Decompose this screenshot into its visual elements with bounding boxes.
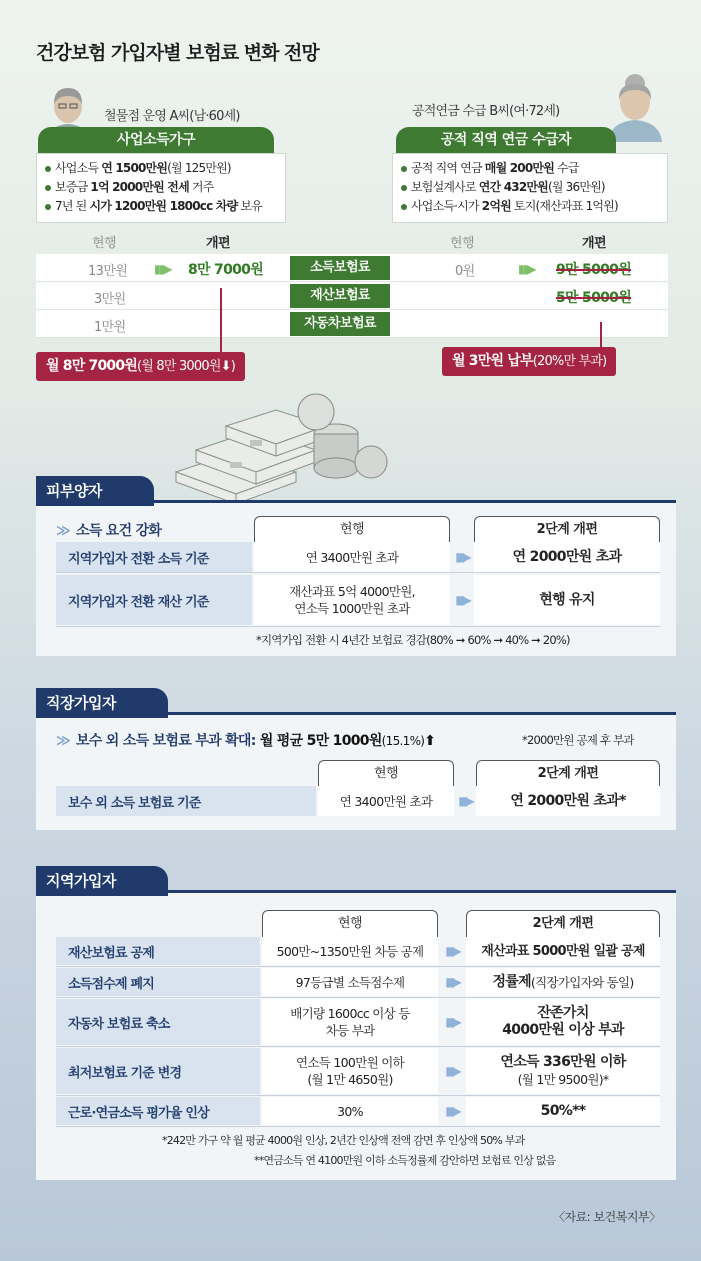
a-result-box: 월 8만 7000원(월 8만 3000원⬇) bbox=[36, 352, 245, 381]
dependents-note: *지역가입 전환 시 4년간 보험료 경감(80% ➞ 60% ➞ 40% ➞ 20%) bbox=[256, 633, 570, 647]
person-a-info bbox=[36, 153, 286, 223]
dependents-tab: 피부양자 bbox=[36, 476, 154, 506]
regional-row-5-label: 근로·연금소득 평가율 인상 bbox=[56, 1097, 260, 1125]
a-reform-1: 8만 7000원 bbox=[188, 262, 264, 278]
category-income: 소득보험료 bbox=[290, 256, 390, 280]
a-arrow-icon: ▮▮▶ bbox=[154, 262, 171, 276]
arrow-icon: ▮▮▶ bbox=[455, 550, 469, 564]
dependents-row-1-current: 연 3400만원 초과 bbox=[254, 542, 450, 572]
person-b-info bbox=[392, 153, 668, 223]
employee-tab: 직장가입자 bbox=[36, 688, 168, 718]
regional-row-3-current: 배기량 1600cc 이상 등 차등 부과 bbox=[262, 999, 438, 1045]
regional-row-5-current: 30% bbox=[262, 1097, 438, 1125]
person-a-label: 철물점 운영 A씨(남·60세) bbox=[104, 109, 240, 124]
bullet-icon bbox=[45, 204, 51, 210]
employee-row-1-label: 보수 외 소득 보험료 기준 bbox=[56, 786, 316, 816]
down-arrow-icon: ⬇ bbox=[220, 359, 231, 374]
a-col-current: 현행 bbox=[92, 236, 116, 251]
divider bbox=[56, 572, 660, 573]
dependents-row-2-label: 지역가입자 전환 재산 기준 bbox=[56, 575, 252, 625]
regional-row-2-reform: 정률제 (직장가입자와 동일) bbox=[466, 968, 660, 996]
bullet-icon bbox=[401, 204, 407, 210]
regional-row-1-label: 재산보험료 공제 bbox=[56, 937, 260, 965]
person-b-label: 공적연금 수급 B씨(여·72세) bbox=[412, 104, 560, 119]
page-title: 건강보험 가입자별 보험료 변화 전망 bbox=[36, 42, 319, 64]
b-col-current: 현행 bbox=[450, 236, 474, 251]
a-current-3: 1만원 bbox=[94, 320, 126, 335]
divider bbox=[56, 1095, 660, 1096]
arrow-icon: ▮▮▶ bbox=[445, 1104, 459, 1118]
b-reform-2: 5만 5000원 bbox=[556, 290, 632, 306]
arrow-icon: ▮▮▶ bbox=[458, 794, 472, 808]
dependents-col-reform: 2단계 개편 bbox=[474, 516, 660, 543]
regional-row-1-current: 500만~1350만원 차등 공제 bbox=[262, 937, 438, 965]
regional-row-4-label: 최저보험료 기준 변경 bbox=[56, 1048, 260, 1094]
bullet-icon bbox=[401, 166, 407, 172]
bullet-icon bbox=[45, 166, 51, 172]
employee-rule bbox=[36, 712, 676, 715]
regional-tab: 지역가입자 bbox=[36, 866, 168, 896]
employee-col-current: 현행 bbox=[318, 760, 454, 787]
regional-row-4-reform: 연소득 336만원 이하 (월 1만 9500원)* bbox=[466, 1048, 660, 1094]
money-stack-illustration bbox=[166, 382, 396, 502]
person-b-line-1: 공적 직역 연금 매월 200만원 수급 bbox=[401, 159, 659, 178]
divider bbox=[56, 1126, 660, 1127]
regional-row-3-label: 자동차 보험료 축소 bbox=[56, 999, 260, 1045]
arrow-icon: ▮▮▶ bbox=[445, 944, 459, 958]
employee-subnote: *2000만원 공제 후 부과 bbox=[522, 733, 634, 747]
employee-subhead: ≫ 보수 외 소득 보험료 부과 확대: 월 평균 5만 1000원(15.1%)⬆ bbox=[56, 733, 436, 749]
dependents-col-current: 현행 bbox=[254, 516, 450, 543]
arrow-icon: ▮▮▶ bbox=[445, 1015, 459, 1029]
a-current-1: 13만원 bbox=[88, 264, 128, 279]
arrow-icon: ▮▮▶ bbox=[455, 593, 469, 607]
person-b-line-2: 보험설계사로 연간 432만원(월 36만원) bbox=[401, 178, 659, 197]
regional-row-2-current: 97등급별 소득점수제 bbox=[262, 968, 438, 996]
a-current-2: 3만원 bbox=[94, 292, 126, 307]
person-a-line-2: 보증금 1억 2000만원 전세 거주 bbox=[45, 178, 277, 197]
b-result-box: 월 3만원 납부(20%만 부과) bbox=[442, 347, 616, 376]
person-b-line-3: 사업소득·시가 2억원 토지(재산과표 1억원) bbox=[401, 197, 659, 216]
regional-note-1: *242만 가구 약 월 평균 4000원 인상, 2년간 인상액 전액 감면 후 인상액 50% 부과 bbox=[162, 1134, 525, 1147]
regional-row-3-reform: 잔존가치 4000만원 이상 부과 bbox=[466, 999, 660, 1045]
regional-row-5-reform: 50%** bbox=[466, 1097, 660, 1125]
b-col-reform: 개편 bbox=[582, 236, 607, 251]
regional-rule bbox=[36, 890, 676, 893]
b-current-1: 0원 bbox=[455, 264, 475, 279]
chevron-icon: ≫ bbox=[56, 523, 70, 539]
category-car: 자동차보험료 bbox=[290, 312, 390, 336]
up-arrow-icon: ⬆ bbox=[424, 733, 436, 749]
dependents-row-1-reform: 연 2000만원 초과 bbox=[474, 542, 660, 572]
regional-col-current: 현행 bbox=[262, 910, 438, 937]
arrow-icon: ▮▮▶ bbox=[445, 1064, 459, 1078]
a-col-reform: 개편 bbox=[206, 236, 231, 251]
category-property: 재산보험료 bbox=[290, 284, 390, 308]
employee-row-1-reform: 연 2000만원 초과* bbox=[476, 786, 660, 816]
bullet-icon bbox=[45, 185, 51, 191]
regional-row-1-reform: 재산과표 5000만원 일괄 공제 bbox=[466, 937, 660, 965]
regional-note-2: **연금소득 연 4100만원 이하 소득정률제 감안하면 보험료 인상 없음 bbox=[254, 1154, 556, 1167]
dependents-row-2-reform: 현행 유지 bbox=[474, 575, 660, 625]
employee-col-reform: 2단계 개편 bbox=[476, 760, 660, 787]
person-b-tag: 공적 직역 연금 수급자 bbox=[396, 127, 616, 153]
source-credit: 〈자료: 보건복지부〉 bbox=[553, 1210, 661, 1224]
chevron-icon: ≫ bbox=[56, 733, 70, 749]
bullet-icon bbox=[401, 185, 407, 191]
employee-row-1-current: 연 3400만원 초과 bbox=[318, 786, 454, 816]
person-a-line-1: 사업소득 연 1500만원(월 125만원) bbox=[45, 159, 277, 178]
regional-col-reform: 2단계 개편 bbox=[466, 910, 660, 937]
divider bbox=[56, 966, 660, 967]
regional-row-2-label: 소득점수제 폐지 bbox=[56, 968, 260, 996]
dependents-rule bbox=[36, 500, 676, 503]
dependents-row-2-current: 재산과표 5억 4000만원, 연소득 1000만원 초과 bbox=[254, 575, 450, 625]
a-result-connector bbox=[220, 288, 222, 352]
divider bbox=[56, 997, 660, 998]
arrow-icon: ▮▮▶ bbox=[445, 975, 459, 989]
person-a-tag: 사업소득가구 bbox=[38, 127, 274, 153]
dependents-subhead: ≫ 소득 요건 강화 bbox=[56, 523, 162, 539]
divider bbox=[56, 626, 660, 627]
divider bbox=[56, 1046, 660, 1047]
dependents-row-1-label: 지역가입자 전환 소득 기준 bbox=[56, 542, 252, 572]
person-a-line-3: 7년 된 시가 1200만원 1800cc 차량 보유 bbox=[45, 197, 277, 216]
b-arrow-icon: ▮▮▶ bbox=[518, 262, 535, 276]
regional-row-4-current: 연소득 100만원 이하 (월 1만 4650원) bbox=[262, 1048, 438, 1094]
b-reform-1: 9만 5000원 bbox=[556, 262, 632, 278]
